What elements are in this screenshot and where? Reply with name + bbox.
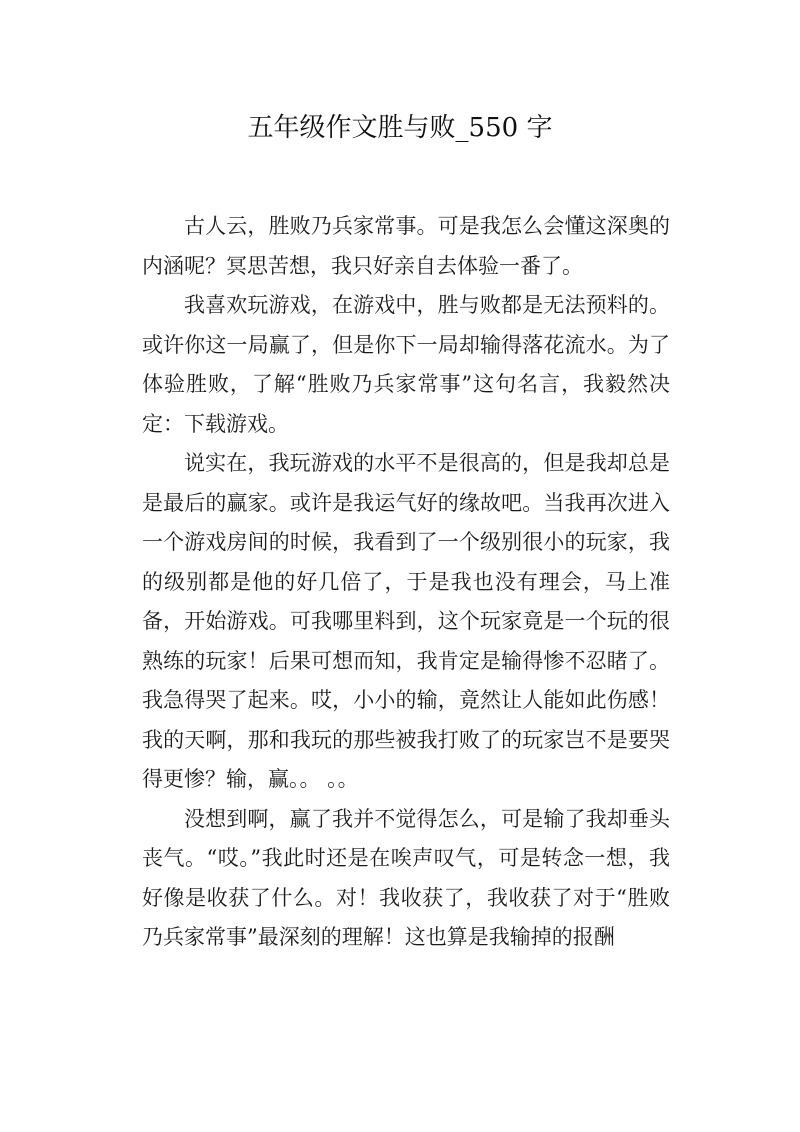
document-title: 五年级作文胜与败_550 字 [247, 113, 553, 143]
paragraph-2: 我喜欢玩游戏，在游戏中，胜与败都是无法预料的。或许你这一局赢了，但是你下一局却输得落花流水。为了体验胜败，了解“胜败乃兵家常事”这句名言，我毅然决定：下载游戏。 [142, 293, 670, 436]
paragraph-4: 没想到啊，赢了我并不觉得怎么，可是输了我却垂头丧气。“哎。”我此时还是在唉声叹气，可是转念一想，我好像是收获了什么。对！我收获了，我收获了对于“胜败乃兵家常事”最深刻的理解！这也算是我输掉的报酬 [142, 806, 670, 949]
paragraph-1: 古人云，胜败乃兵家常事。可是我怎么会懂这深奥的内涵呢？冥思苦想，我只好亲自去体验一番了。 [142, 214, 670, 278]
document-body [142, 207, 670, 958]
paragraph-3: 说实在，我玩游戏的水平不是很高的，但是我却总是是最后的赢家。或许是我运气好的缘故吧。当我再次进入一个游戏房间的时候，我看到了一个级别很小的玩家，我的级别都是他的好几倍了，于是我也没有理会，马上准备，开始游戏。可我哪里料到，这个玩家竟是一个玩的很熟练的玩家！后果可想而知，我肯定是输得惨不忍睹了。我急得哭了起来。哎，小小的输，竟然让人能如此伤感！我的天啊，那和我玩的那些被我打败了的玩家岂不是要哭得更惨？输，赢。。 。。 [142, 451, 670, 791]
